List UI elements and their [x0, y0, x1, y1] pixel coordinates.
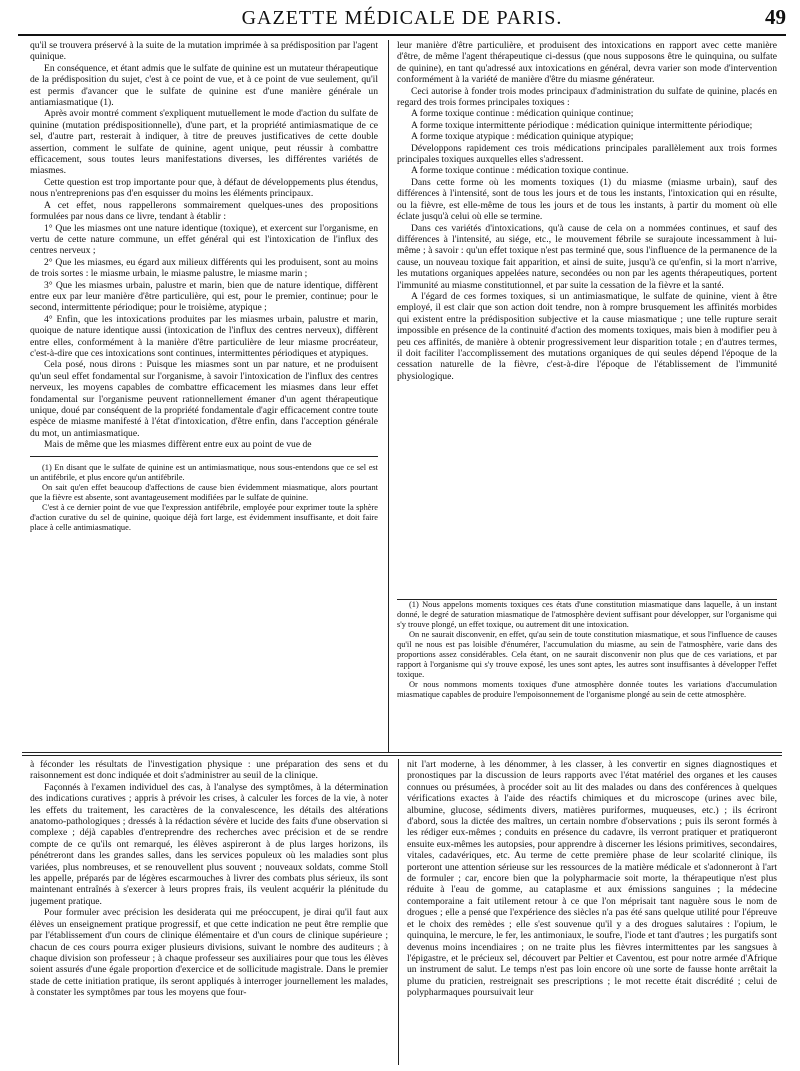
footnote-block [30, 463, 378, 533]
paragraph: 2° Que les miasmes, eu égard aux milieux différents qui les produisent, sont au moins de trois sortes : le miasme urbain, le miasme palustre, le miasme marin ; [30, 256, 378, 280]
upper-right-column [397, 40, 777, 600]
paragraph: Dans cette forme où les moments toxiques (1) du miasme (miasme urbain), sauf des différences à l'intensité, sont de tous les jours et de tous les instants, l'intoxication qui en résulte, ou la fièvre, est elle-même de tous les jours et de tous les instants, à partir du moment où elle éclate jusqu'à celui où elle se termine. [397, 176, 777, 223]
paragraph: 1° Que les miasmes ont une nature identique (toxique), et exercent sur l'organisme, en vertu de cette nature commune, un effet général qui est l'intoxication de l'influx des centres nerveux ; [30, 222, 378, 257]
section-divider [22, 752, 782, 753]
paragraph: Développons rapidement ces trois médications principales parallèlement aux trois formes principales toxiques auxquelles elles s'adressent. [397, 142, 777, 166]
paragraph: leur manière d'être particulière, et produisent des intoxications en rapport avec cette manière d'être, de même l'agent thérapeutique ci-dessus (que nous supposons être le quinquina, ou sulfate de quinine), en tant qu'adressé aux intoxications en général, devra varier son mode d'intervention conformément à la variété de manière d'être du miasme générateur. [397, 40, 777, 86]
footnote: On ne saurait disconvenir, en effet, qu'au sein de toute constitution miasmatique, et sous l'influence de causes qu'il ne nous est pas loisible d'énumérer, l'accumulation du miasme, au sein de l'atmosphère, varie dans des proportions assez considérables. Cela étant, on ne saurait disconvenir non plus que de ces variations, et par rapport à l'organisme qui s'y trouve exposé, les unes sont aptes, les autres sont insuffisantes à développer l'effet toxique. [397, 630, 777, 679]
paragraph: A forme toxique continue : médication quinique continue; [411, 108, 634, 120]
upper-left-column [30, 40, 378, 652]
paragraph: nit l'art moderne, à les dénommer, à les classer, à les convertir en signes diagnostiques et pronostiques par la discussion de leurs rapports avec l'état matériel des organes et les causes connues ou présumées, à procéder soit au lit des malades ou dans des conférences à quelques vérifications exactes à l'aide des réactifs chimiques et du microscope (urines avec bile, albumine, glucose, sédiments divers, matières puriformes, muqueuses, etc.) ; ils écriront d'abord, sous la dictée des maîtres, un certain nombre d'observations ; puis ils seront formés à les rédiger eux-mêmes ; conduits en présence du cadavre, ils verront pratiquer et pratiqueront ensuite eux-mêmes les autopsies, pour apprendre à discerner les lésions primitives, secondaires, vitales, cadavériques, etc. Au terme de cette première phase de leur scolarité clinique, ils porteront une attention sérieuse sur les ressources de la matière médicale et s'adonneront à l'art de formuler ; car, encore bien que la polypharmacie soit morte, la thérapeutique n'est plus réduite à l'eau de gomme, au cataplasme et aux émissions sanguines ; la médecine contemporaine a fait utilement retour à ce que l'on méprisait tant naguère sous le nom de drogues ; elle a pensé que l'expérience des siècles n'a pas été sans quelque utilité pour l'épreuve et le choix des remèdes ; elle s'est souvenue qu'il y a des drogues salutaires : l'opium, le quinquina, le mercure, le fer, les antimoniaux, le soufre, l'iode et tant d'autres ; les purgatifs sont devenus moins incendiaires ; on ne traite plus les fièvres intermittentes par les sangsues à l'épigastre, et le précieux sel, découvert par Peltier et Caventou, est pour notre armée d'Afrique un instrument de salut. Le temps n'est pas loin encore où une sorte de fausse honte arrêtait la plume du praticien, restreignait ses prescriptions ; le mot recette était discrédité ; celui de polypharmaques poursuivait leur [407, 759, 777, 999]
paragraph: Façonnés à l'examen individuel des cas, à l'analyse des symptômes, à la détermination des indications curatives ; appris à prévoir les crises, à calculer les forces de la vie, à noter les effets du traitement, les caractères de la convalescence, les détails des altérations anatomo-pathologiques ; dressés à la rédaction sévère et lucide des faits d'une observation si complexe ; déjà capables d'entreprendre des recherches avec précision et de se rendre compte de ce qu'ils ont remarqué, les élèves aspireront à de plus larges horizons, ils pénétreront dans les grandes salles, dans les services populeux où les maladies sont plus variées, plus nombreuses, et se renouvellent plus souvent ; nouveaux soldats, comme Stoll les appelle, préparés par de légères escarmouches à livrer des combats plus sérieux, ils sont maintenant entraînés à s'exercer à leurs propres frais, ils veulent acquérir la plénitude du jugement pratique. [30, 781, 388, 907]
paragraph: Cette question est trop importante pour que, à défaut de développements plus étendus, nous n'entreprenions pas d'en esquisser du moins les éléments principaux. [30, 176, 378, 200]
paragraph: à féconder les résultats de l'investigation physique : une préparation des sens et du raisonnement est donc indiquée et doit s'administrer au seuil de la clinique. [30, 759, 388, 782]
footnote: (1) En disant que le sulfate de quinine est un antimiasmatique, nous sous-entendons que ce sel est un antifébrile, et plus encore qu'un antifébrile. [30, 462, 378, 482]
footnote: (1) Nous appelons moments toxiques ces états d'une constitution miasmatique dans laquelle, à un instant donné, le degré de saturation miasmatique de l'atmosphère devient suffisant pour développer, sur l'organisme qui s'y trouve plongé, un effet toxique, ou autrement dit une intoxication. [397, 600, 777, 629]
paragraph: Mais de même que les miasmes diffèrent entre eux au point de vue de [44, 439, 312, 451]
footnote-divider [30, 456, 378, 457]
column-rule [388, 40, 389, 752]
footnote: On sait qu'en effet beaucoup d'affections de cause bien évidemment miasmatique, alors pourtant que la fièvre est absente, sont avantageusement modifiées par le sulfate de quinine. [30, 482, 378, 502]
lower-right-column [407, 759, 777, 1065]
footnote: C'est à ce dernier point de vue que l'expression antifébrile, employée pour exprimer toute la sphère d'action curative du sel de quinine, quoique déjà fort large, est évidemment insuffisante, et doit faire place à celle antimiasmatique. [30, 502, 378, 532]
paragraph: Dans ces variétés d'intoxications, qu'à cause de cela on a nommées continues, et sauf des différences à l'intensité, au siége, etc., le mouvement fébrile se surajoute incessamment à lui-même ; à savoir : qu'un effet toxique n'est pas terminé que, sous l'influence de la permanence de la cause, un nouveau toxique fait apparition, et ainsi de suite, jusqu'à ce qu'enfin, si la mort n'arrive, les mutations organiques appelées nature, secondées ou non par les agents thérapeutiques, portent l'immunité au miasme constitutionnel, et par suite la cessation de la fièvre et la santé. [397, 222, 777, 291]
paragraph: A forme toxique intermittente périodique : médication quinique intermittente périodique; [411, 119, 753, 131]
footnote: Or nous nommons moments toxiques d'une atmosphère donnée toutes les variations d'accumulation miasmatique capables de produire l'empoisonnement de l'organisme plongé au sein de cette atmosphère. [397, 680, 777, 699]
upper-right-footnotes [397, 600, 777, 750]
paragraph: A l'égard de ces formes toxiques, si un antimiasmatique, le sulfate de quinine, vient à être employé, il est clair que son action doit tendre, non à rompre brusquement les affinités morbides qui existent entre la prédisposition subjective et la cause miasmatique ; une telle rupture serait impossible en présence de la continuité d'action des moments toxiques, mais bien à modifier peu à peu ces affinités, de manière à obtenir progressivement leur disparition totale ; en d'autres termes, il doit faciliter l'accomplissement des mutations organiques de qui seules dépend l'époque de la cessation naturelle de la fièvre, c'est-à-dire l'époque de l'établissement de l'immunité physiologique. [397, 290, 777, 382]
section-divider [22, 755, 782, 756]
paragraph: 4° Enfin, que les intoxications produites par les miasmes urbain, palustre et marin, quoique de nature identique aussi (intoxication de l'influx des centres nerveux), diffèrent entre elles, conformément à la manière d'être particulière de leur miasme procréateur, c'est-à-dire que ces intoxications sont continues, intermittentes périodiques et atypiques. [30, 313, 378, 359]
paragraph: A forme toxique atypique : médication quinique atypique; [411, 131, 634, 143]
paragraph: Cela posé, nous dirons : Puisque les miasmes sont un par nature, et ne produisent qu'un seul effet fondamental sur l'organisme, à savoir l'intoxication de l'influx des centres nerveux, les moyens capables de combattre efficacement les miasmes dans leur effet fondamental sur l'organisme peuvent rationnellement émaner d'un agent thérapeutique unique, doué par conséquent de la propriété fondamentale d'agir efficacement contre toute espèce de miasme manifesté à l'état d'intoxication, d'être enfin, dans l'acception générale du mot, un antimiasmatique. [30, 359, 378, 439]
paragraph: En conséquence, et étant admis que le sulfate de quinine est un mutateur thérapeutique de la prédisposition du sujet, c'est à ce point de vue, et à ce point de vue seulement, qu'il est permis d'avancer que le sulfate de quinine est d'une manière générale un antiamiasmatique (1). [30, 62, 378, 109]
paragraph: Ceci autorise à fonder trois modes principaux d'administration du sulfate de quinine, placés en regard des trois formes principales toxiques : [397, 85, 777, 109]
journal-title: GAZETTE MÉDICALE DE PARIS. [241, 7, 563, 29]
masthead [18, 4, 786, 36]
paragraph: Après avoir montré comment s'expliquent mutuellement le mode d'action du sulfate de quinine (mutation prédispositionnelle), d'une part, et la propriété antimiasmatique de ce sel, d'autre part, resterait à indiquer, à titre de preuves justificatives de cette double assertion, comment le sulfate de quinine, agent unique, peut réussir à combattre efficacement, sous toutes leurs manifestations diverses, les différentes variétés de miasmes. [30, 108, 378, 177]
paragraph: A forme toxique continue : médication toxique continue. [411, 165, 629, 177]
paragraph: A cet effet, nous rappellerons sommairement quelques-unes des propositions formulées par nous dans ce livre, tendant à établir : [30, 199, 378, 223]
paragraph: Pour formuler avec précision les desiderata qui me préoccupent, je dirai qu'il faut aux élèves un enseignement pratique progressif, et que cette indication ne peut être remplie que par l'établissement d'un cours de clinique élémentaire et d'un cours de clinique supérieure ; chacun de ces cours pourra exiger plusieurs divisions, suivant le nombre des auditeurs ; à chaque division son professeur ; à chaque professeur ses auxiliaires pour que tous les élèves soient assurés d'une égale proportion d'exercice et de sollicitude magistrale. Dans le premier stade de cette initiation pratique, ils seront appliqués à interroger journellement les malades, à constater les symptômes par tous les moyens que four- [30, 907, 388, 999]
paragraph: 3° Que les miasmes urbain, palustre et marin, bien que de nature identique, diffèrent entre eux par leur manière d'être particulière, qui est, pour le premier, continue; pour le second, intermittente périodique; pour le troisième, atypique ; [30, 279, 378, 314]
column-rule [398, 759, 399, 1065]
page-number: 49 [765, 5, 786, 29]
paragraph: qu'il se trouvera préservé à la suite de la mutation imprimée à sa prédisposition par l'agent quinique. [30, 40, 378, 63]
lower-left-column [30, 759, 388, 1065]
